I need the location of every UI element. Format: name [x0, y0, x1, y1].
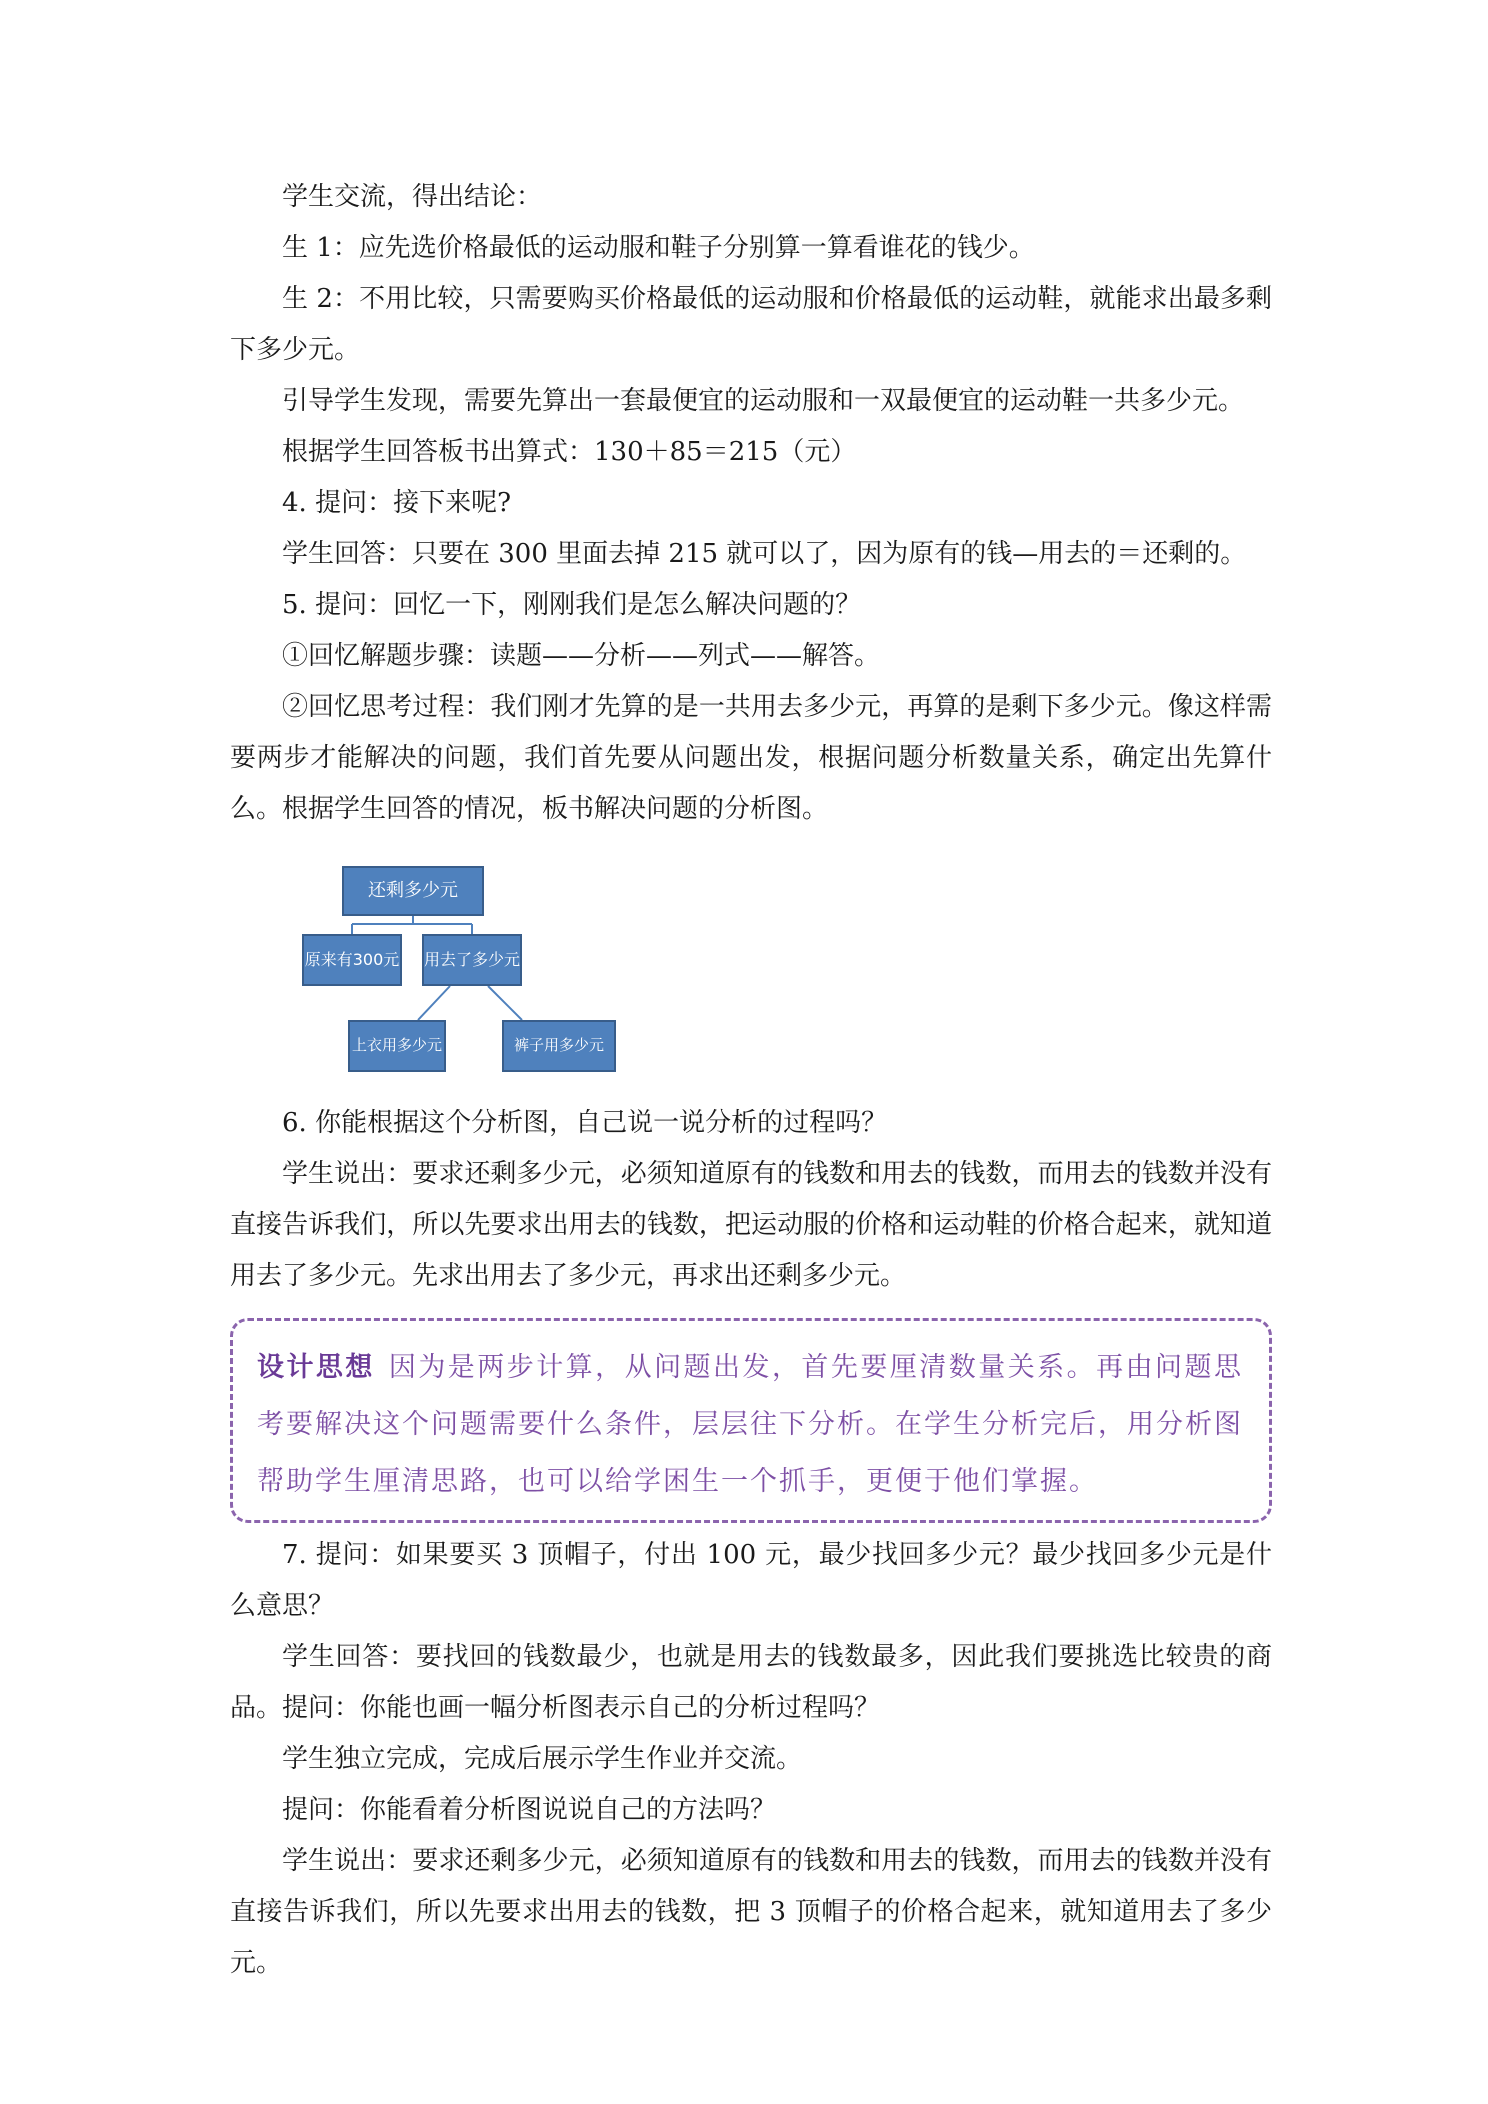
design-thinking-box	[230, 1318, 1272, 1523]
diagram-node-spent: 用去了多少元	[422, 934, 522, 986]
paragraph: 生 2：不用比较，只需要购买价格最低的运动服和价格最低的运动鞋，就能求出最多剩下多少元。	[230, 284, 1272, 365]
paragraph: 学生回答：只要在 300 里面去掉 215 就可以了，因为原有的钱—用去的＝还剩的。	[282, 539, 1247, 569]
paragraph: 学生交流，得出结论：	[282, 182, 543, 212]
analysis-diagram	[300, 860, 630, 1080]
paragraph: 学生回答：要找回的钱数最少，也就是用去的钱数最多，因此我们要挑选比较贵的商品。	[230, 1642, 1272, 1723]
paragraph: ②回忆思考过程：我们刚才先算的是一共用去多少元，再算的是剩下多少元。像这样需要两步才能解决的问题，我们首先要从问题出发，根据问题分析数量关系，确定出先算什么。	[230, 692, 1272, 824]
paragraph: 根据学生回答板书出算式：130＋85＝215（元）	[282, 437, 857, 467]
paragraph: 引导学生发现，需要先算出一套最便宜的运动服和一双最便宜的运动鞋一共多少元。	[282, 386, 1245, 416]
paragraph: 提问：你能也画一幅分析图表示自己的分析过程吗？	[282, 1693, 881, 1723]
diagram-node-remaining: 还剩多少元	[342, 866, 484, 916]
paragraph: 提问：你能看着分析图说说自己的方法吗？	[282, 1795, 777, 1825]
paragraph: 4. 提问：接下来呢?	[282, 488, 512, 518]
diagram-node-pants-cost: 裤子用多少元	[502, 1020, 616, 1072]
paragraph: 学生说出：要求还剩多少元，必须知道原有的钱数和用去的钱数，而用去的钱数并没有直接告诉我们，所以先要求出用去的钱数，把 3 顶帽子的价格合起来，就知道用去了多少元。	[230, 1846, 1272, 1978]
paragraph: 学生说出：要求还剩多少元，必须知道原有的钱数和用去的钱数，而用去的钱数并没有直接告诉我们，所以先要求出用去的钱数，把运动服的价格和运动鞋的价格合起来，就知道用去了多少元。先求出用去了多少元，再求出还剩多少元。	[230, 1159, 1272, 1291]
diagram-node-original: 原来有300元	[302, 934, 402, 986]
paragraph: ①回忆解题步骤：读题——分析——列式——解答。	[282, 641, 881, 671]
design-heading: 设计思想	[257, 1352, 375, 1383]
paragraph: 学生独立完成，完成后展示学生作业并交流。	[282, 1744, 803, 1774]
paragraph: 生 1：应先选价格最低的运动服和鞋子分别算一算看谁花的钱少。	[282, 233, 1035, 263]
diagram-node-top-cost: 上衣用多少元	[348, 1020, 446, 1072]
paragraph: 5. 提问：回忆一下，刚刚我们是怎么解决问题的？	[282, 590, 862, 620]
design-text: 因为是两步计算，从问题出发，首先要厘清数量关系。再由问题思考要解决这个问题需要什么条件，层层往下分析。在学生分析完后，用分析图帮助学生厘清思路，也可以给学困生一个抓手，更便于他们掌握。	[257, 1352, 1243, 1497]
paragraph: 7. 提问：如果要买 3 顶帽子，付出 100 元，最少找回多少元？最少找回多少元是什么意思？	[230, 1540, 1272, 1621]
paragraph: 6. 你能根据这个分析图，自己说一说分析的过程吗？	[282, 1108, 888, 1138]
paragraph: 根据学生回答的情况，板书解决问题的分析图。	[282, 794, 829, 824]
